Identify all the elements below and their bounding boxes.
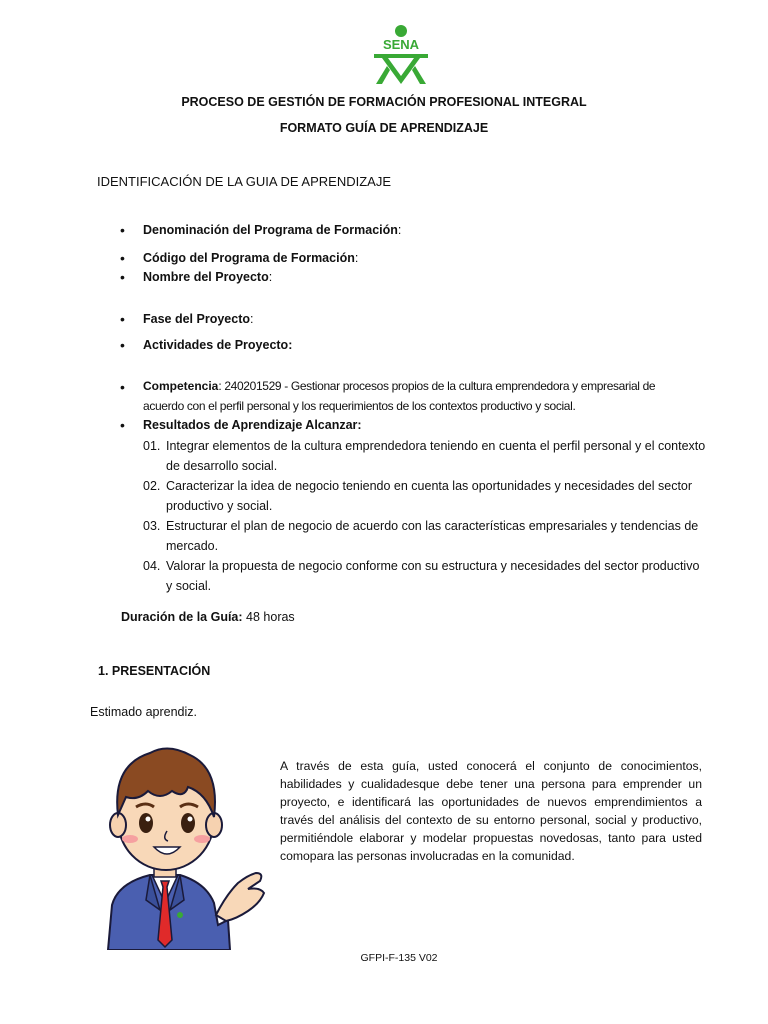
field-suffix: :	[268, 270, 273, 284]
competencia-block	[143, 376, 683, 416]
resultado-item	[143, 436, 708, 476]
field-project-activities	[120, 338, 292, 352]
competencia-label: Competencia	[143, 379, 219, 393]
bullet-icon: •	[120, 379, 125, 395]
resultado-number: 03.	[143, 519, 161, 533]
presentation-paragraph: A través de esta guía, usted conocerá el conjunto de conocimientos, habilidades y cualidadesque debe tener una persona para emprender un proyecto, e identificará las oportunidades de nuevos emprendimientos a través del análisis del contexto de su entorno personal, social y productivo, permitiéndole elaborar y modelar propuestas novedosas, tanto para usted comopara las personas involucradas en la comunidad.	[280, 759, 702, 863]
document-subtitle: FORMATO GUÍA DE APRENDIZAJE	[279, 121, 489, 135]
cartoon-student-illustration	[88, 735, 268, 950]
duracion-label: Duración de la Guía:	[121, 610, 243, 624]
resultado-number: 04.	[143, 559, 161, 573]
presentacion-heading: 1. PRESENTACIÓN	[98, 664, 211, 678]
duracion-line	[121, 610, 295, 624]
competencia-text-line1: : 240201529 - Gestionar procesos propios de la cultura emprendedora y empresarial de	[218, 379, 656, 393]
field-label: Fase del Proyecto	[143, 312, 250, 326]
duracion-value: 48 horas	[242, 610, 295, 624]
resultado-item	[143, 516, 708, 556]
field-program-name	[120, 223, 401, 237]
resultados-heading	[120, 418, 362, 432]
resultado-text: Integrar elementos de la cultura emprendedora teniendo en cuenta el perfil personal y el contexto de desarrollo social.	[166, 439, 706, 473]
field-label: Nombre del Proyecto	[143, 270, 269, 284]
greeting-text: Estimado aprendiz.	[90, 705, 198, 719]
document-title: PROCESO DE GESTIÓN DE FORMACIÓN PROFESIONAL INTEGRAL	[181, 95, 587, 109]
field-project-phase	[120, 312, 253, 326]
resultado-item	[143, 476, 708, 516]
field-project-name	[120, 270, 272, 284]
competencia-text-line2: acuerdo con el perfil personal y los requerimientos de los contextos productivo y social.	[143, 399, 576, 413]
resultado-text: Valorar la propuesta de negocio conforme con su estructura y necesidades del sector productivo y social.	[166, 559, 700, 593]
field-label: Actividades de Proyecto:	[143, 338, 293, 352]
resultado-text: Estructurar el plan de negocio de acuerdo con las características empresariales y tendencias de mercado.	[166, 519, 699, 553]
field-suffix: :	[250, 312, 254, 326]
sena-logo	[372, 24, 430, 86]
bullet-icon: •	[120, 311, 125, 327]
resultado-item	[143, 556, 708, 596]
footer-code: GFPI-F-135 V02	[360, 952, 438, 964]
bullet-icon: •	[120, 337, 125, 353]
field-program-code	[120, 251, 358, 265]
field-suffix: :	[397, 223, 402, 237]
resultado-number: 02.	[143, 479, 161, 493]
bullet-icon: •	[120, 250, 125, 266]
bullet-icon: •	[120, 417, 125, 433]
field-label: Código del Programa de Formación	[143, 251, 355, 265]
resultado-text: Caracterizar la idea de negocio teniendo en cuenta las oportunidades y necesidades del sector productivo y social.	[166, 479, 693, 513]
bullet-icon: •	[120, 269, 125, 285]
field-suffix: :	[354, 251, 359, 265]
bullet-icon: •	[120, 222, 125, 238]
resultado-number: 01.	[143, 439, 161, 453]
identification-heading: IDENTIFICACIÓN DE LA GUIA DE APRENDIZAJE	[97, 174, 392, 189]
field-label: Denominación del Programa de Formación	[143, 223, 398, 237]
sena-logo-text: SENA	[382, 37, 420, 52]
resultados-label: Resultados de Aprendizaje Alcanzar:	[143, 418, 362, 432]
